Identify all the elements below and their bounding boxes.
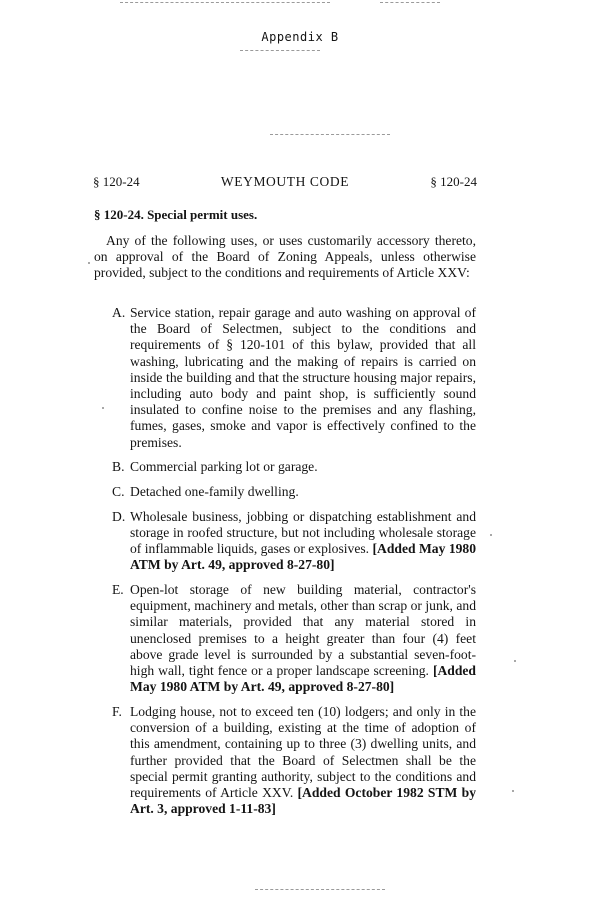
section-intro: Any of the following uses, or uses customarily accessory thereto, on approval of the Board of Zoning Appeals, unless otherwise provided, subject to the conditions and requirements of Article XXV: — [94, 233, 476, 281]
permit-use-list — [112, 305, 476, 826]
scan-rule-top — [120, 2, 330, 3]
item-text — [130, 704, 476, 817]
item-marker: F. — [112, 703, 122, 719]
scan-speck — [102, 407, 104, 409]
item-marker: D. — [112, 508, 126, 524]
scan-speck — [88, 262, 90, 264]
item-body: Commercial parking lot or garage. — [130, 459, 318, 475]
scan-speck — [490, 534, 492, 536]
section-title: § 120-24. Special permit uses. — [94, 207, 258, 222]
list-item-a — [112, 305, 476, 451]
item-text — [130, 509, 476, 574]
item-text — [130, 582, 476, 695]
item-body: Detached one-family dwelling. — [130, 484, 299, 500]
item-body: Wholesale business, jobbing or dispatching establishment and storage in roofed structure, but not including wholesale storage of inflammable liquids, gases or explosives. — [130, 508, 476, 557]
list-item-e — [112, 582, 476, 695]
scan-rule-top-right — [380, 2, 440, 3]
item-body: Lodging house, not to exceed ten (10) lodgers; and only in the conversion of a building, existing at the time of adoption of this amendment, containing up to three (3) dwelling units, and further provided that the Board of Selectmen shall be the special permit granting authority, subject to the conditions and requirements of Article XXV. — [130, 703, 476, 800]
item-marker: E. — [112, 582, 124, 598]
scan-rule-mid — [270, 134, 390, 135]
header-section-right: § 120-24 — [430, 174, 477, 189]
item-body: Service station, repair garage and auto washing on approval of the Board of Selectmen, subject to the conditions and requirements of § 120-101 of this bylaw, provided that all washing, lubricating and the making of repairs is carried on inside the building and that the structure housing major repairs, including auto body and paint shop, is sufficiently sound insulated to confine noise to the premises and any flashing, fumes, gases, smoke and vapor is effectively confined to the premises. — [130, 305, 476, 450]
item-marker: C. — [112, 484, 125, 500]
appendix-label: Appendix B — [261, 30, 339, 44]
item-body: Open-lot storage of new building material, contractor's equipment, machinery and metals, other than scrap or junk, and similar materials, provided that any material stored in unenclosed premises to a height greater than four (4) feet above grade level is surrounded by a substantial seven-foot-high wall, tight fence or a proper landscape screening. — [130, 582, 476, 679]
header-section-left: § 120-24 — [93, 174, 140, 189]
item-text — [130, 459, 476, 475]
item-marker: B. — [112, 459, 125, 475]
item-marker: A. — [112, 305, 126, 320]
list-item-f — [112, 704, 476, 817]
item-amendment-note: [Added May 1980 ATM by Art. 49, approved 8-27-80] — [130, 541, 477, 573]
list-item-b — [112, 459, 476, 475]
item-amendment-note: [Added May 1980 ATM by Art. 49, approved 8-27-80] — [130, 663, 476, 695]
list-item-d — [112, 509, 476, 574]
header-code-title: WEYMOUTH CODE — [220, 174, 350, 189]
appendix-underline — [240, 50, 320, 51]
list-item-c — [112, 484, 476, 500]
item-amendment-note: [Added October 1982 STM by Art. 3, approved 1-11-83] — [130, 784, 476, 817]
item-text — [130, 484, 476, 500]
scan-rule-bottom — [255, 889, 385, 890]
item-text — [130, 305, 476, 451]
scan-speck — [512, 790, 514, 792]
scan-speck — [514, 660, 516, 662]
